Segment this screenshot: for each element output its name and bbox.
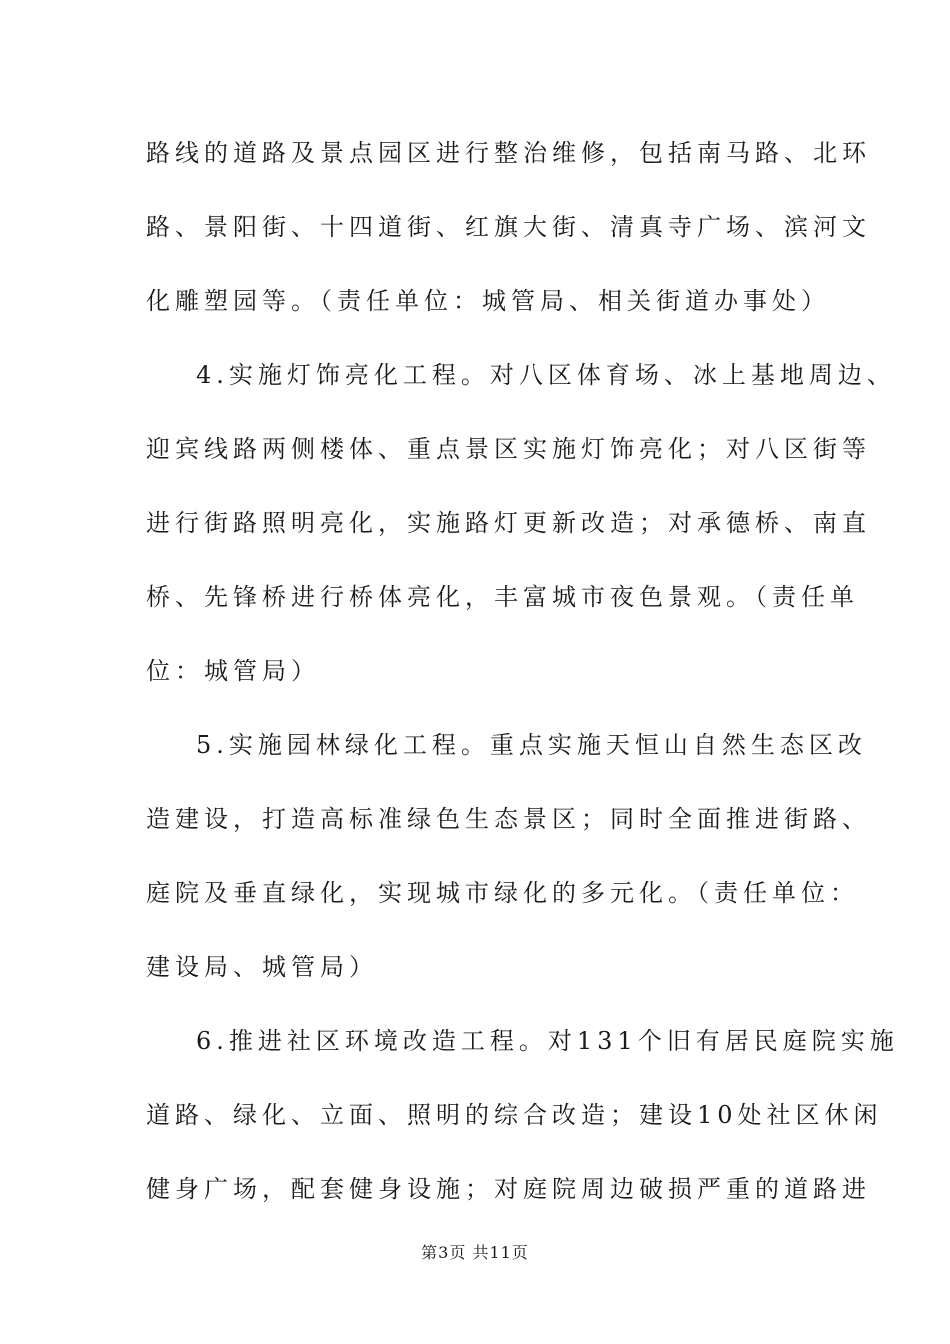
- paragraph-start-line: 4.实施灯饰亮化工程。对八区体育场、冰上基地周边、: [196, 361, 896, 389]
- text-line: 桥、先锋桥进行桥体亮化，丰富城市夜色景观。（责任单: [146, 583, 859, 611]
- text-line: 庭院及垂直绿化，实现城市绿化的多元化。（责任单位：: [146, 879, 859, 907]
- paragraph-start-line: 6.推进社区环境改造工程。对131个旧有居民庭院实施: [196, 1027, 899, 1055]
- text-line: 建设局、城管局）: [146, 953, 378, 981]
- text-line: 健身广场，配套健身设施；对庭院周边破损严重的道路进: [146, 1175, 871, 1203]
- text-line: 道路、绿化、立面、照明的综合改造；建设10处社区休闲: [146, 1101, 883, 1129]
- text-line: 路线的道路及景点园区进行整治维修，包括南马路、北环: [146, 139, 871, 167]
- text-line: 化雕塑园等。（责任单位：城管局、相关街道办事处）: [146, 287, 830, 315]
- text-line: 位：城管局）: [146, 657, 320, 685]
- paragraph-start-line: 5.实施园林绿化工程。重点实施天恒山自然生态区改: [196, 731, 867, 759]
- text-line: 造建设，打造高标准绿色生态景区；同时全面推进街路、: [146, 805, 871, 833]
- page-footer: 第3页 共11页: [421, 1243, 529, 1262]
- text-line: 路、景阳街、十四道街、红旗大街、清真寺广场、滨河文: [146, 213, 871, 241]
- text-line: 迎宾线路两侧楼体、重点景区实施灯饰亮化；对八区街等: [146, 435, 871, 463]
- text-line: 进行街路照明亮化，实施路灯更新改造；对承德桥、南直: [146, 509, 871, 537]
